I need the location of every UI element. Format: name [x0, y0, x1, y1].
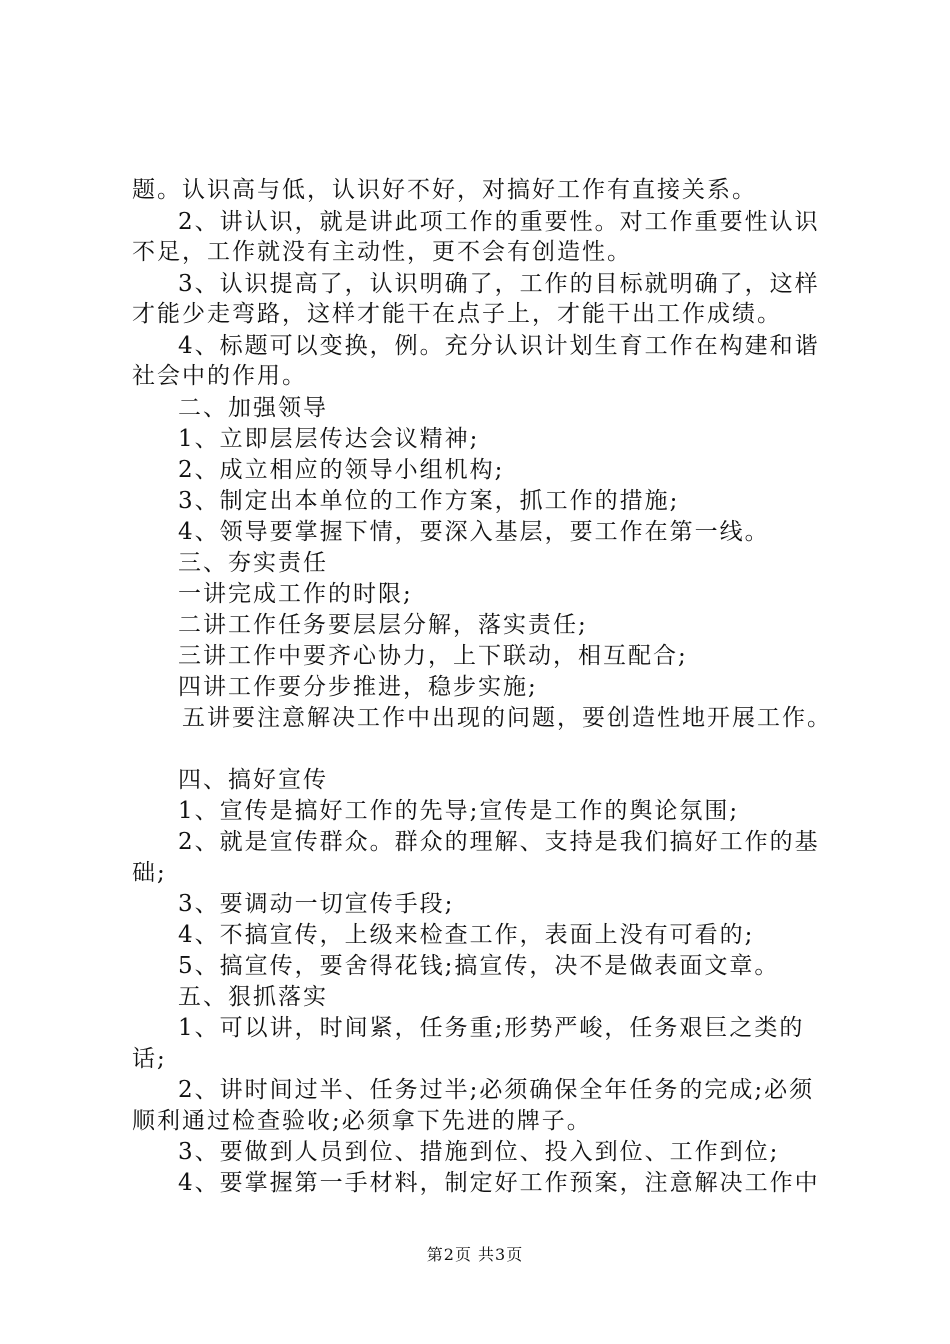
section-heading: 二、加强领导 — [178, 395, 328, 421]
text-line: 才能少走弯路，这样才能干在点子上，才能干出工作成绩。 — [132, 301, 782, 327]
section-heading: 四、搞好宣传 — [178, 767, 328, 793]
text-line: 顺利通过检查验收;必须拿下先进的牌子。 — [132, 1108, 592, 1134]
text-line: 3、制定出本单位的工作方案，抓工作的措施; — [178, 488, 680, 514]
page-number-footer: 第2页 共3页 — [426, 1245, 524, 1264]
text-line: 2、讲时间过半、任务过半;必须确保全年任务的完成;必须 — [178, 1077, 815, 1103]
text-line: 四讲工作要分步推进，稳步实施; — [178, 674, 538, 700]
text-line: 4、领导要掌握下情，要深入基层，要工作在第一线。 — [178, 519, 770, 545]
text-line: 1、立即层层传达会议精神; — [178, 426, 480, 452]
text-line: 五讲要注意解决工作中出现的问题，要创造性地开展工作。 — [182, 705, 832, 731]
text-line: 3、要调动一切宣传手段; — [178, 891, 455, 917]
text-line: 础; — [132, 860, 167, 886]
text-line: 社会中的作用。 — [132, 363, 307, 389]
text-line: 3、要做到人员到位、措施到位、投入到位、工作到位; — [178, 1139, 780, 1165]
text-line: 4、标题可以变换，例。充分认识计划生育工作在构建和谐 — [178, 333, 820, 359]
section-heading: 五、狠抓落实 — [178, 984, 328, 1010]
text-line: 话; — [132, 1046, 167, 1072]
text-line: 2、讲认识，就是讲此项工作的重要性。对工作重要性认识 — [178, 209, 820, 235]
section-heading: 三、夯实责任 — [178, 550, 328, 576]
text-line: 3、认识提高了，认识明确了，工作的目标就明确了，这样 — [178, 271, 820, 297]
text-line: 不足，工作就没有主动性，更不会有创造性。 — [132, 239, 632, 265]
text-line: 1、可以讲，时间紧，任务重;形势严峻，任务艰巨之类的 — [178, 1015, 805, 1041]
text-line: 1、宣传是搞好工作的先导;宣传是工作的舆论氛围; — [178, 798, 740, 824]
text-line: 2、成立相应的领导小组机构; — [178, 457, 505, 483]
text-line: 4、要掌握第一手材料，制定好工作预案，注意解决工作中 — [178, 1170, 820, 1196]
text-line: 三讲工作中要齐心协力，上下联动，相互配合; — [178, 643, 688, 669]
text-line: 4、不搞宣传，上级来检查工作，表面上没有可看的; — [178, 922, 755, 948]
text-line: 二讲工作任务要层层分解，落实责任; — [178, 612, 588, 638]
text-line: 2、就是宣传群众。群众的理解、支持是我们搞好工作的基 — [178, 829, 820, 855]
text-line: 一讲完成工作的时限; — [178, 581, 413, 607]
text-line: 题。认识高与低，认识好不好，对搞好工作有直接关系。 — [132, 177, 757, 203]
text-line: 5、搞宣传，要舍得花钱;搞宣传，决不是做表面文章。 — [178, 953, 780, 979]
